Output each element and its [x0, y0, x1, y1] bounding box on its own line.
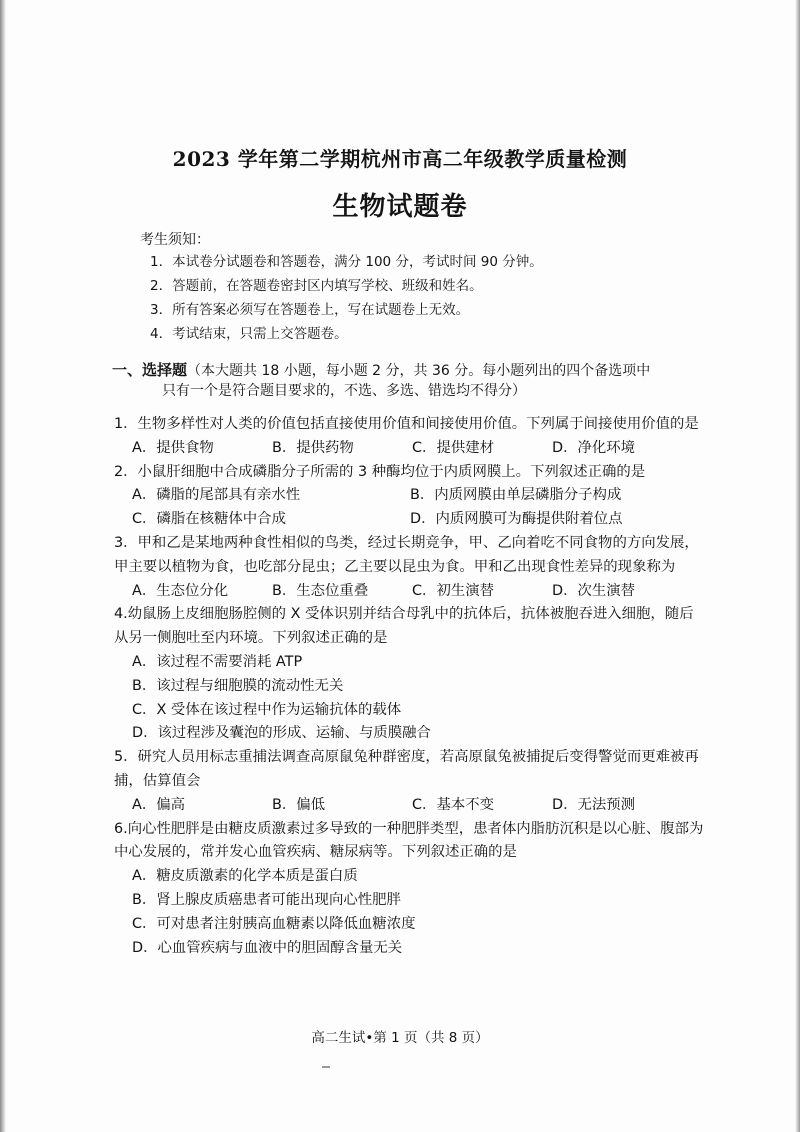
- question-6: [114, 818, 704, 961]
- option-c: C．初生演替: [412, 582, 495, 599]
- option-b: B．该过程与细胞膜的流动性无关: [132, 677, 344, 694]
- option-row: [114, 437, 704, 461]
- option-b: B．肾上腺皮质癌患者可能出现向心性肥胖: [132, 891, 401, 908]
- option-a: A．偏高: [132, 796, 186, 813]
- option-b: B．偏低: [272, 796, 326, 813]
- question-2: [114, 461, 704, 532]
- option-d: D．内质网膜可为酶提供附着位点: [410, 511, 623, 528]
- option-row: [114, 580, 704, 604]
- question-stem: 4.幼鼠肠上皮细胞肠腔侧的 X 受体识别并结合母乳中的抗体后，抗体被胞吞进入细胞，随后从另一侧胞吐至内环境。下列叙述正确的是: [114, 606, 694, 647]
- option-c: C．磷脂在核糖体中合成: [132, 511, 286, 528]
- option-grid: [114, 484, 704, 532]
- option-c: C．X 受体在该过程中作为运输抗体的载体: [132, 701, 402, 718]
- question-5: [114, 746, 704, 817]
- question-stem: 2．小鼠肝细胞中合成磷脂分子所需的 3 种酶均位于内质网膜上。下列叙述正确的是: [114, 463, 646, 480]
- question-1: [114, 413, 704, 461]
- option-b: B．提供药物: [272, 439, 354, 456]
- section-title: 一、选择题: [112, 361, 188, 379]
- scan-speck: [322, 1066, 330, 1068]
- notice-item: 1．本试卷分试题卷和答题卷，满分 100 分，考试时间 90 分钟。: [150, 254, 543, 270]
- question-stem: 3．甲和乙是某地两种食性相似的鸟类，经过长期竞争，甲、乙向着吃不同食物的方向发展，甲主要以植物为食，也吃部分昆虫；乙主要以昆虫为食。甲和乙出现食性差异的现象称为: [114, 534, 699, 575]
- option-a: A．磷脂的尾部具有亲水性: [132, 487, 301, 504]
- option-d: D．次生演替: [552, 582, 636, 599]
- question-stem: 5．研究人员用标志重捕法调查高原鼠兔种群密度，若高原鼠兔被捕捉后变得警觉而更难被再捕，估算值会: [114, 749, 699, 789]
- option-a: A．该过程不需要消耗 ATP: [132, 653, 303, 670]
- exam-subtitle: 生物试题卷: [332, 192, 468, 222]
- notice-item: 4．考试结束，只需上交答题卷。: [150, 326, 348, 342]
- notice-heading: 考生须知：: [140, 232, 210, 248]
- option-c: C．可对患者注射胰高血糖素以降低血糖浓度: [132, 915, 416, 932]
- option-b: B．内质网膜由单层磷脂分子构成: [410, 487, 622, 504]
- section-heading: [112, 360, 702, 401]
- notice-item: 3．所有答案必须写在答题卷上，写在试题卷上无效。: [150, 302, 470, 318]
- option-d: D．心血管疾病与血液中的胆固醇含量无关: [132, 939, 403, 956]
- option-a: A．糖皮质激素的化学本质是蛋白质: [132, 868, 358, 885]
- notice-item: 2．答题前，在答题卷密封区内填写学校、班级和姓名。: [150, 278, 483, 294]
- question-3: [114, 532, 704, 603]
- option-row: [114, 794, 704, 818]
- option-c: C．基本不变: [412, 796, 495, 813]
- option-d: D．净化环境: [552, 439, 636, 456]
- question-list: [114, 413, 704, 960]
- section-desc-line1: （本大题共 18 小题，每小题 2 分，共 36 分。每小题列出的四个备选项中: [187, 363, 651, 379]
- question-stem: 1．生物多样性对人类的价值包括直接使用价值和间接使用价值。下列属于间接使用价值的是: [114, 416, 699, 432]
- option-a: A．提供食物: [132, 439, 214, 456]
- page-footer: 高二生试•第 1 页（共 8 页）: [311, 1030, 489, 1046]
- exam-title: 2023 学年第二学期杭州市高二年级教学质量检测: [172, 147, 628, 171]
- option-a: A．生态位分化: [132, 582, 229, 599]
- section-desc-line2: 只有一个是符合题目要求的，不选、多选、错选均不得分）: [162, 383, 526, 399]
- option-d: D．该过程涉及囊泡的形成、运输、与质膜融合: [132, 725, 431, 742]
- option-column: [114, 651, 704, 746]
- option-d: D．无法预测: [552, 796, 636, 813]
- question-4: [114, 603, 704, 746]
- option-c: C．提供建材: [412, 439, 495, 456]
- option-b: B．生态位重叠: [272, 582, 369, 599]
- option-column: [114, 865, 704, 960]
- question-stem: 6.向心性肥胖是由糖皮质激素过多导致的一种肥胖类型，患者体内脂肪沉积是以心脏、腹部为中心发展的，常并发心血管疾病、糖尿病等。下列叙述正确的是: [114, 820, 704, 861]
- notice-list: [150, 250, 710, 346]
